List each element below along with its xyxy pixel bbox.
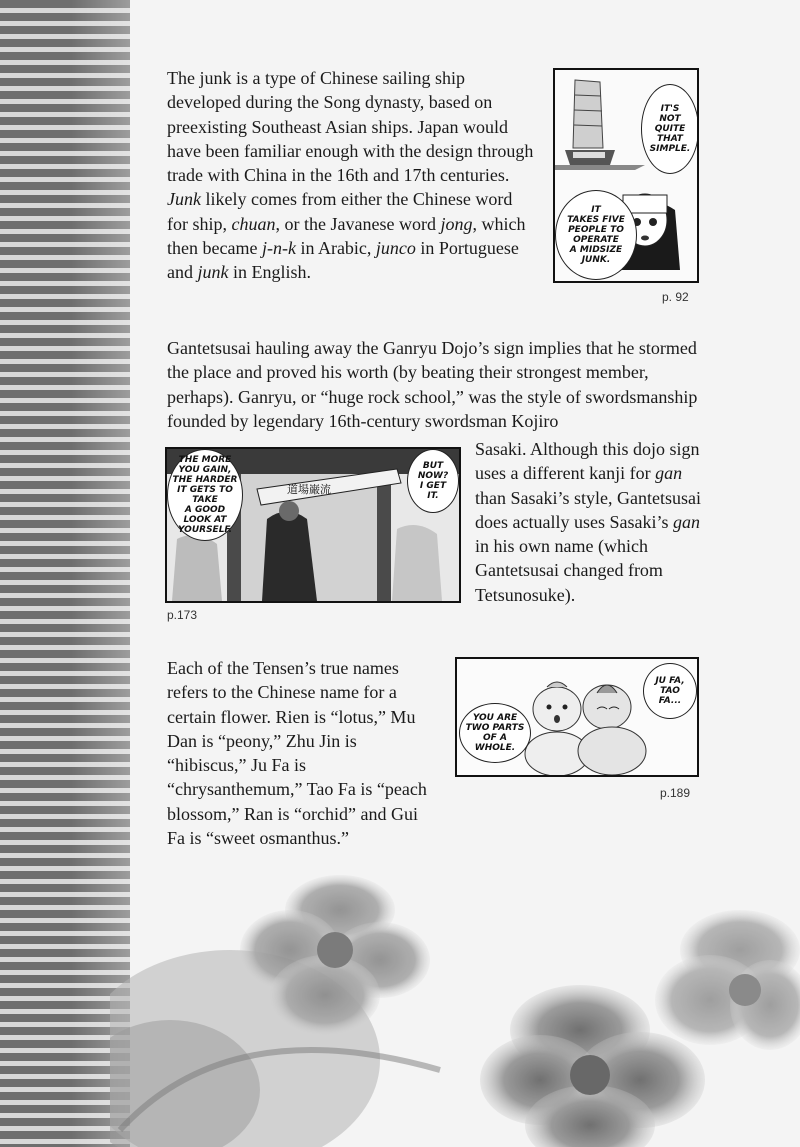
note-ganryu-text-side: Sasaki. Although this dojo sign uses a different kanji for gan than Sasaki’s style, Gantetsusai does actually uses Sasaki’s gan in his own name (which Gantetsusai changed from Tetsunosuke). (475, 439, 701, 605)
note-tensen-text: Each of the Tensen’s true names refers to the Chinese name for a certain flower. Rien is “lotus,” Mu Dan is “peony,” Zhu Jin is “hibiscus,” Ju Fa is “chrysanthemum,” Tao Fa is “peach blossom,” Ran is “orchid” and Gui Fa is “sweet osmanthus.” (167, 658, 427, 849)
speech-bubble: BUT NOW? I GET IT. (407, 449, 459, 513)
note-ganryu-text-top: Gantetsusai hauling away the Ganryu Dojo’s sign implies that he stormed the place and proved his worth (by beating their strongest member, perhaps). Ganryu, or “huge rock school,” was the style of swordsmanship founded by legendary 16th-century swordsman Kojiro (167, 338, 698, 431)
page-ref-92: p. 92 (662, 290, 689, 304)
manga-panel-dojo-sign (165, 447, 461, 603)
speech-bubble: JU FA, TAO FA... (643, 663, 697, 719)
speech-bubble: IT'S NOT QUITE THAT SIMPLE. (641, 84, 699, 174)
speech-bubble: YOU ARE TWO PARTS OF A WHOLE. (459, 703, 531, 763)
speech-bubble: IT TAKES FIVE PEOPLE TO OPERATE A MIDSIZE JUNK. (555, 190, 637, 280)
manga-panel-junk (553, 68, 699, 283)
ink-wash-flowers (110, 830, 800, 1147)
svg-text:道場巌流: 道場巌流 (287, 483, 331, 496)
speech-bubble: THE MORE YOU GAIN, THE HARDER IT GETS TO TAKE A GOOD LOOK AT YOURSELF. (167, 449, 243, 541)
manga-panel-babies (455, 657, 699, 777)
note-junk-text: The junk is a type of Chinese sailing ship developed during the Song dynasty, based on preexisting Southeast Asian ships. Japan would have been familiar enough with the design through trade with China in the 16th and 17th centuries. Junk likely comes from either the Chinese word for ship, chuan, or the Javanese word jong, which then became j-n-k in Arabic, junco in Portuguese and junk in English. (167, 68, 534, 283)
page-ref-189: p.189 (660, 786, 691, 800)
page-ref-173: p.173 (167, 608, 198, 622)
